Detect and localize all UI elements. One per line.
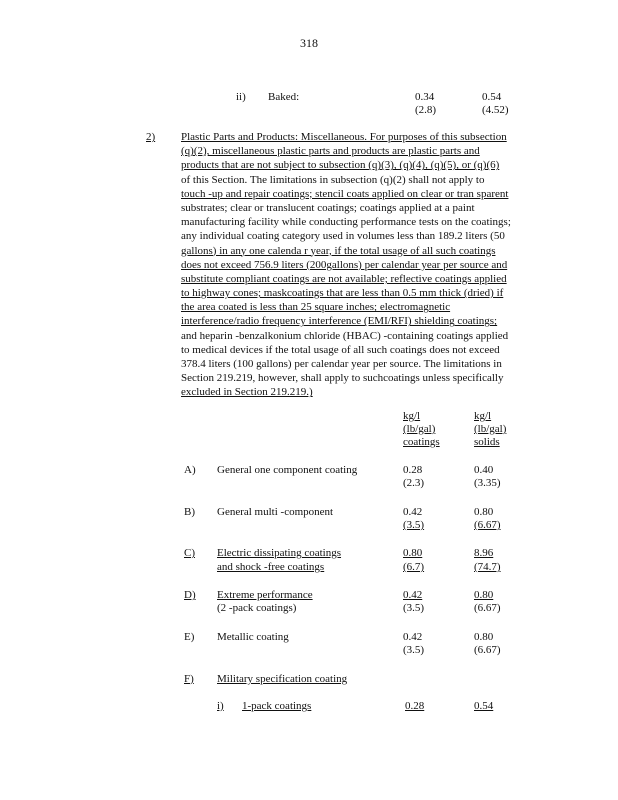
paragraph-line: substrates; clear or translucent coatings; coatings applied at a paint xyxy=(181,201,475,214)
paragraph-line: and heparin -benzalkonium chloride (HBAC) -containing coatings applied xyxy=(181,329,509,342)
row-solids-lbgal: (6.67) xyxy=(474,602,501,614)
row-name-continued: and shock -free coatings xyxy=(217,561,325,573)
paragraph-line: 378.4 liters (100 gallons) per calendar year per source. The limitations in xyxy=(181,358,502,370)
row-label: A) xyxy=(184,464,196,476)
subrow-name: 1-pack coatings xyxy=(242,700,312,712)
solids-header-unit: kg/l xyxy=(474,410,492,422)
paragraph-line: the area coated is less than 25 square inches; electromagnetic xyxy=(181,301,451,314)
page-number: 318 xyxy=(300,36,318,50)
row-solids-lbgal: (6.67) xyxy=(474,519,501,531)
row-coatings-kgl: 0.42 xyxy=(403,506,423,518)
row-label: C) xyxy=(184,547,195,559)
baked-row-label: ii) xyxy=(236,91,246,103)
row-coatings-lbgal: (3.5) xyxy=(403,519,425,531)
row-solids-kgl: 0.40 xyxy=(474,464,494,476)
baked-row-name: Baked: xyxy=(268,91,300,103)
row-solids-lbgal: (74.7) xyxy=(474,561,501,573)
paragraph-line: gallons) in any one calenda r year, if the total usage of all such coatings xyxy=(181,244,496,257)
row-name: Extreme performance xyxy=(217,589,313,601)
row-coatings-kgl: 0.28 xyxy=(403,464,423,476)
baked-solids-lbgal: (4.52) xyxy=(482,104,509,116)
subrow-label: i) xyxy=(217,700,224,712)
row-solids-kgl: 0.80 xyxy=(474,589,494,601)
row-coatings-lbgal: (3.5) xyxy=(403,644,425,656)
row-coatings-lbgal: (2.3) xyxy=(403,477,425,489)
solids-header-label: solids xyxy=(474,436,500,448)
paragraph-line: touch -up and repair coatings; stencil coats applied on clear or tran sparent xyxy=(181,187,509,200)
baked-coatings-kgl: 0.34 xyxy=(415,91,435,103)
paragraph-line: interference/radio frequency interference (EMI/RFI) shielding coatings; xyxy=(181,315,498,328)
solids-header-unit-alt: (lb/gal) xyxy=(474,423,507,435)
row-name: Military specification coating xyxy=(217,673,348,685)
row-solids-kgl: 0.80 xyxy=(474,506,494,518)
paragraph-line: to medical devices if the total usage of all such coatings does not exceed xyxy=(181,343,500,356)
row-coatings-lbgal: (3.5) xyxy=(403,602,425,614)
paragraph-line: excluded in Section 219.219.) xyxy=(181,386,313,399)
subrow-coatings-kgl: 0.28 xyxy=(405,700,425,712)
paragraph-line: products that are not subject to subsection (q)(3), (q)(4), (q)(5), or (q)(6) xyxy=(181,159,500,172)
paragraph-line: any individual coating category used in volumes less than 189.2 liters (50 xyxy=(181,230,505,243)
paragraph-line: manufacturing facility while conducting performance tests on the coatings; xyxy=(181,216,511,229)
section-number: 2) xyxy=(146,131,156,143)
paragraph-line: Section 219.219, however, shall apply to suchcoatings unless specifically xyxy=(181,372,504,385)
baked-solids-kgl: 0.54 xyxy=(482,91,502,103)
row-solids-lbgal: (6.67) xyxy=(474,644,501,656)
baked-coatings-lbgal: (2.8) xyxy=(415,104,437,116)
paragraph-line: Plastic Parts and Products: Miscellaneous. For purposes of this subsection xyxy=(181,131,507,143)
row-label: E) xyxy=(184,631,195,643)
paragraph-line: (q)(2), miscellaneous plastic parts and products are plastic parts and xyxy=(181,145,480,158)
paragraph-line: substitute compliant coatings are not available; reflective coatings applied xyxy=(181,272,507,285)
row-coatings-kgl: 0.42 xyxy=(403,631,423,643)
paragraph-line: to highway cones; maskcoatings that are less than 0.5 mm thick (dried) if xyxy=(181,287,504,300)
row-coatings-kgl: 0.80 xyxy=(403,547,423,559)
paragraph-line: of this Section. The limitations in subsection (q)(2) shall not apply to xyxy=(181,173,485,186)
coatings-header-label: coatings xyxy=(403,436,440,448)
row-name-continued: (2 -pack coatings) xyxy=(217,602,297,614)
coatings-header-unit-alt: (lb/gal) xyxy=(403,423,436,435)
row-label: F) xyxy=(184,673,194,685)
row-solids-kgl: 8.96 xyxy=(474,547,494,559)
coatings-header-unit: kg/l xyxy=(403,410,421,422)
subrow-solids-kgl: 0.54 xyxy=(474,700,494,712)
row-label: B) xyxy=(184,506,195,518)
row-solids-kgl: 0.80 xyxy=(474,631,494,643)
row-name: General multi -component xyxy=(217,506,334,518)
row-solids-lbgal: (3.35) xyxy=(474,477,501,489)
row-coatings-kgl: 0.42 xyxy=(403,589,423,601)
row-name: Metallic coating xyxy=(217,631,289,643)
row-coatings-lbgal: (6.7) xyxy=(403,561,425,573)
row-label: D) xyxy=(184,589,196,601)
paragraph-line: does not exceed 756.9 liters (200gallons) per calendar year per source and xyxy=(181,258,508,271)
section-paragraph xyxy=(181,130,536,400)
row-name: Electric dissipating coatings xyxy=(217,547,342,559)
row-name: General one component coating xyxy=(217,464,358,476)
